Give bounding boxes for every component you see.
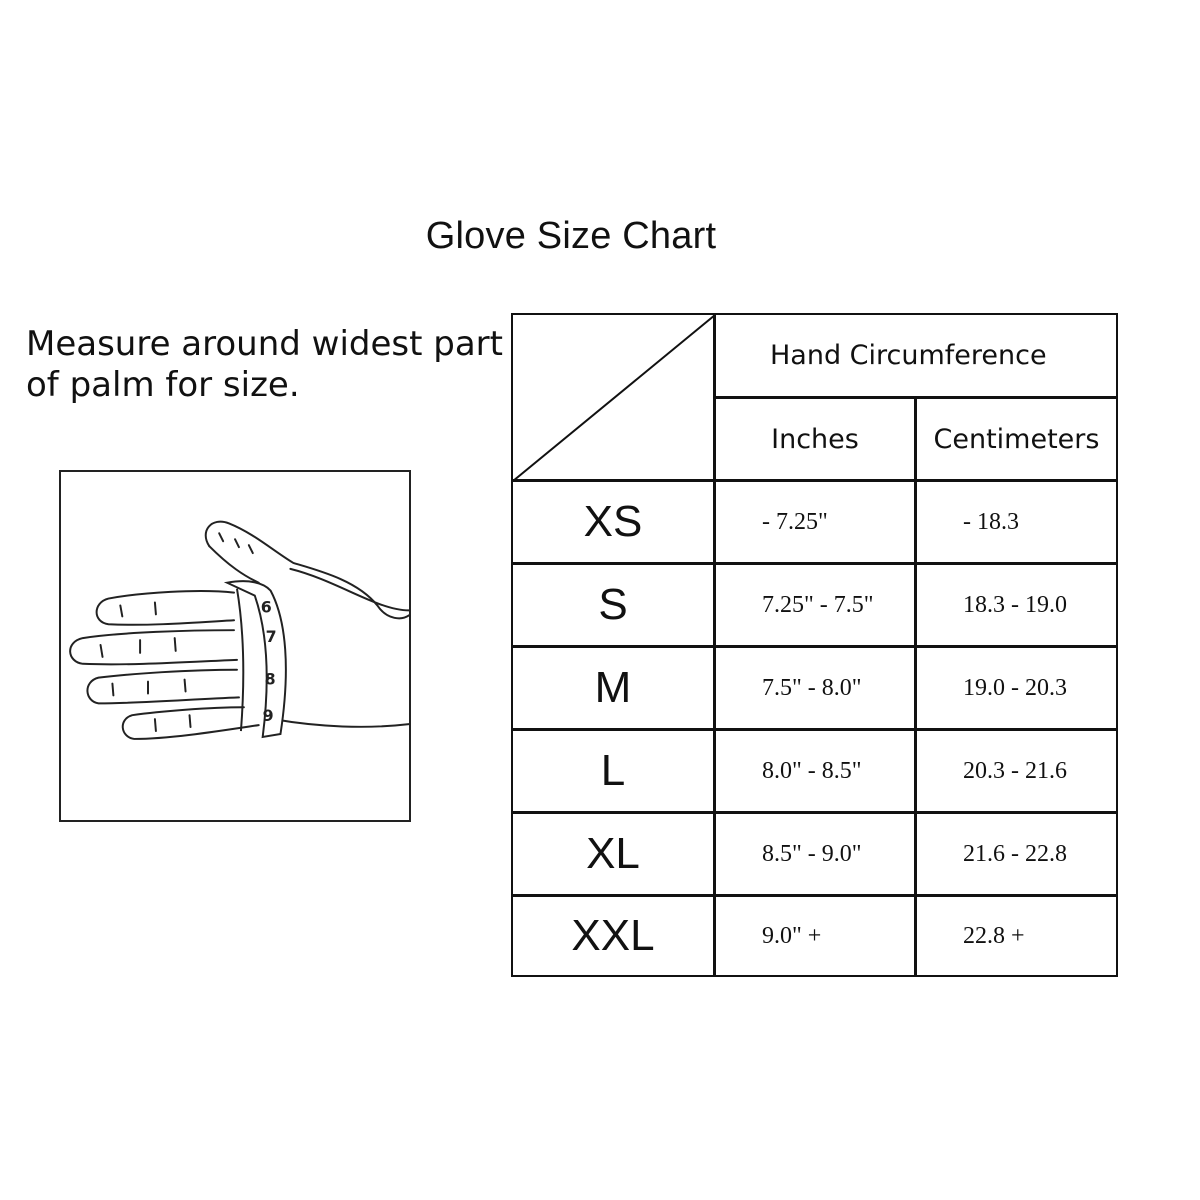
inches-value: 9.0" + (762, 922, 822, 949)
hand-measurement-illustration (59, 470, 411, 822)
tape-mark-6: 6 (260, 597, 272, 617)
cm-value: 21.6 - 22.8 (963, 840, 1067, 867)
tape-mark-9: 9 (262, 706, 274, 726)
corner-diagonal (513, 315, 715, 481)
size-label: XL (586, 829, 640, 878)
size-label: S (598, 580, 628, 629)
inches-value: 7.25" - 7.5" (762, 591, 874, 618)
inches-value: 8.0" - 8.5" (762, 757, 862, 784)
inches-value: - 7.25" (762, 508, 828, 535)
size-label: XS (583, 497, 643, 546)
hand-measuring-tape-icon (61, 472, 409, 820)
size-label: XXL (571, 911, 655, 960)
size-label: L (600, 746, 626, 795)
size-label: M (594, 663, 632, 712)
cm-value: 18.3 - 19.0 (963, 591, 1067, 618)
cm-value: 22.8 + (963, 922, 1025, 949)
cm-value: 19.0 - 20.3 (963, 674, 1067, 701)
page-title: Glove Size Chart (425, 215, 717, 257)
column-header-inches: Inches (771, 423, 859, 455)
glove-size-table (511, 313, 1118, 977)
cm-value: - 18.3 (963, 508, 1019, 535)
header-hand-circumference: Hand Circumference (770, 340, 1047, 371)
column-header-centimeters: Centimeters (933, 423, 1100, 455)
cm-value: 20.3 - 21.6 (963, 757, 1067, 784)
inches-value: 7.5" - 8.0" (762, 674, 862, 701)
measure-instruction: Measure around widest part of palm for size. (26, 324, 503, 405)
inches-value: 8.5" - 9.0" (762, 840, 862, 867)
tape-mark-7: 7 (265, 627, 277, 647)
tape-mark-8: 8 (264, 669, 276, 689)
